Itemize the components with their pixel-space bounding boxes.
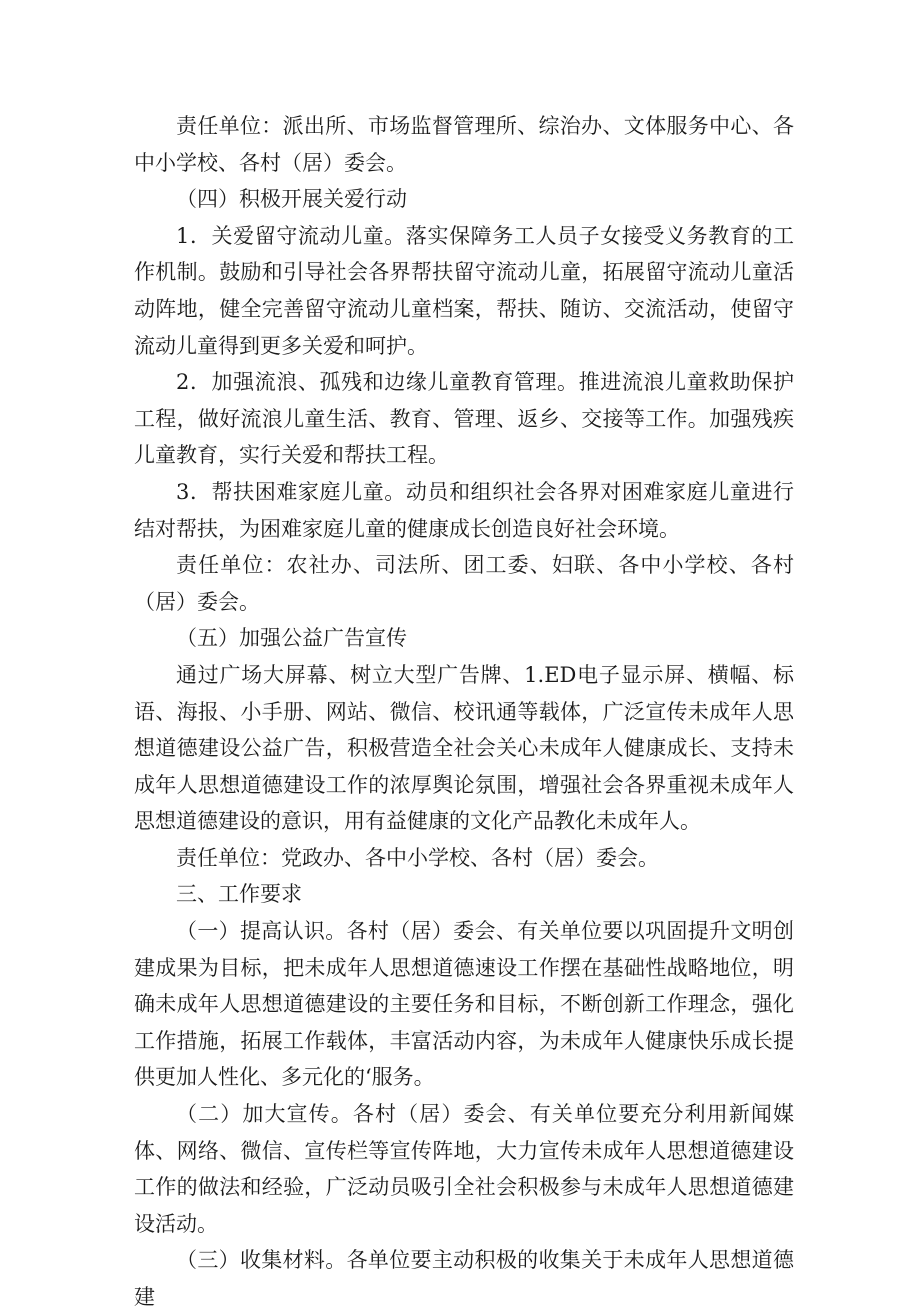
body-paragraph: 1．关爱留守流动儿童。落实保障务工人员子女接受义务教育的工作机制。鼓励和引导社会各界帮扶留守流动儿童，拓展留守流动儿童活动阵地，健全完善留守流动儿童档案，帮扶、随访、交流活动，使留守流动儿童得到更多关爱和呵护。: [134, 223, 794, 358]
document-page: [134, 108, 794, 1316]
section-heading: （五）加强公益广告宣传: [176, 626, 407, 651]
responsibility-paragraph: 责任单位：党政办、各中小学校、各村（居）委会。: [176, 845, 659, 870]
body-paragraph: （一）提高认识。各村（居）委会、有关单位要以巩固提升文明创建成果为目标，把未成年人思想道德速设工作摆在基础性战略地位，明确未成年人思想道德建设的主要任务和目标，不断创新工作理念，强化工作措施，拓展工作载体，丰富活动内容，为未成年人健康快乐成长提供更加人性化、多元化的‘服务。: [134, 919, 794, 1090]
responsibility-paragraph: 责任单位：农社办、司法所、团工委、妇联、各中小学校、各村（居）委会。: [134, 553, 794, 614]
body-paragraph: 3．帮扶困难家庭儿童。动员和组织社会各界对困难家庭儿童进行结对帮扶，为困难家庭儿童的健康成长创造良好社会环境。: [134, 479, 794, 541]
body-paragraph: 2．加强流浪、孤残和边缘儿童教育管理。推进流浪儿童救助保护工程，做好流浪儿童生活、教育、管理、返乡、交接等工作。加强残疾儿童教育，实行关爱和帮扶工程。: [134, 370, 794, 468]
responsibility-paragraph: 责任单位：派出所、市场监督管理所、综治办、文体服务中心、各中小学校、各村（居）委会。: [134, 114, 794, 175]
section-heading: 三、工作要求: [176, 882, 302, 907]
body-paragraph: 通过广场大屏幕、树立大型广告牌、1.ED电子显示屏、横幅、标语、海报、小手册、网站、微信、校讯通等载体，广泛宣传未成年人思想道德建设公益广告，积极营造全社会关心未成年人健康成长、支持未成年人思想道德建设工作的浓厚舆论氛围，增强社会各界重视未成年人思想道德建设的意识，用有益健康的文化产品教化未成年人。: [134, 662, 794, 834]
body-paragraph: （二）加大宣传。各村（居）委会、有关单位要充分利用新闻媒体、网络、微信、宣传栏等宣传阵地，大力宣传未成年人思想道德建设工作的做法和经验，广泛动员吸引全社会积极参与未成年人思想道德建设活动。: [134, 1102, 794, 1236]
section-heading: （四）积极开展关爱行动: [176, 187, 407, 212]
body-paragraph: （三）收集材料。各单位要主动积极的收集关于未成年人思想道德建: [134, 1248, 794, 1309]
